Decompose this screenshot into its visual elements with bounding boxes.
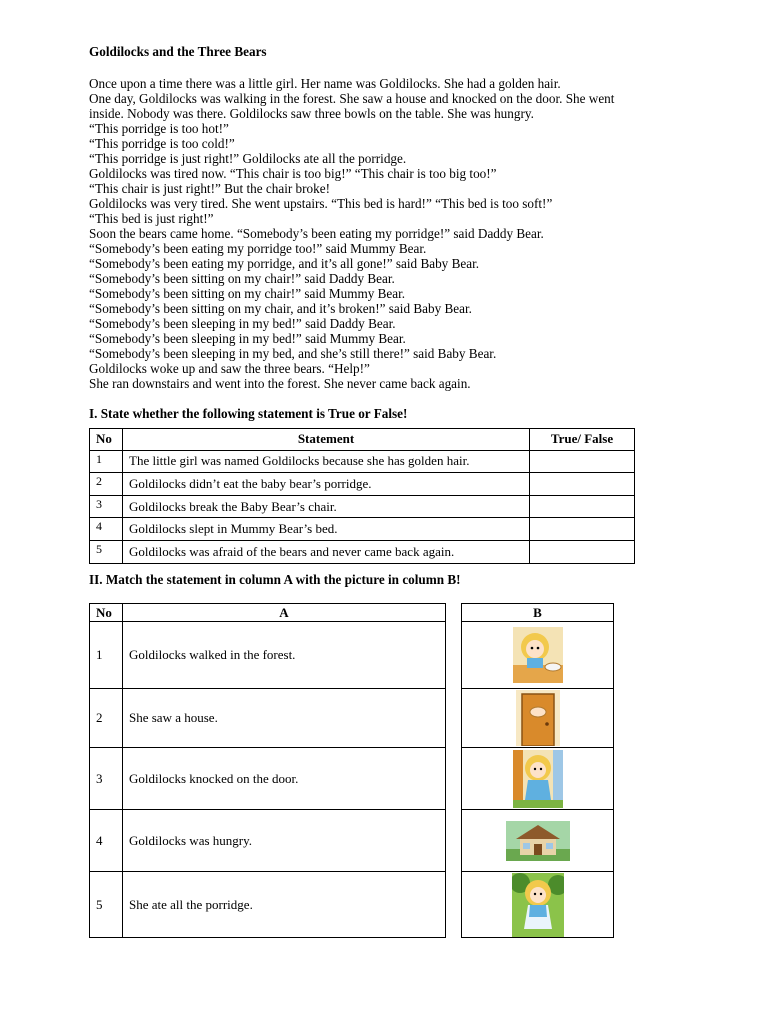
- story-line: She ran downstairs and went into the forest. She never came back again.: [89, 376, 471, 391]
- column-header-no: No: [90, 604, 123, 622]
- goldilocks-door-picture: [513, 750, 563, 808]
- story-line: “Somebody’s been sitting on my chair, and it’s broken!” said Baby Bear.: [89, 301, 472, 316]
- story-line: “Somebody’s been sitting on my chair!” said Mummy Bear.: [89, 286, 406, 301]
- story-line: “This chair is just right!” But the chair broke!: [89, 181, 330, 196]
- row-number: 3: [90, 748, 123, 810]
- table-row: [90, 748, 446, 810]
- table-row: [90, 540, 635, 563]
- statement-cell: Goldilocks walked in the forest.: [123, 622, 446, 689]
- story-line: “This bed is just right!”: [89, 211, 214, 226]
- story-line: “Somebody’s been sleeping in my bed, and she’s still there!” said Baby Bear.: [89, 346, 497, 361]
- worksheet-page: [89, 44, 709, 912]
- column-header-true-false: True/ False: [530, 429, 635, 451]
- section2-heading: II. Match the statement in column A with the picture in column B!: [89, 572, 461, 587]
- column-header-a: A: [123, 604, 446, 622]
- picture-row: [462, 872, 614, 938]
- row-number: 5: [90, 540, 123, 563]
- picture-row: [462, 689, 614, 748]
- story-line: inside. Nobody was there. Goldilocks saw three bowls on the table. She was hungry.: [89, 106, 534, 121]
- table-row: [90, 810, 446, 872]
- story-line: “This porridge is too hot!”: [89, 121, 229, 136]
- column-header-no: No: [90, 429, 123, 451]
- table-header-row: [462, 604, 614, 622]
- match-column-b-table: [461, 603, 614, 938]
- story-line: Goldilocks was tired now. “This chair is too big!” “This chair is too big too!”: [89, 166, 497, 181]
- statement-cell: Goldilocks was afraid of the bears and never came back again.: [123, 540, 530, 563]
- statement-cell: She ate all the porridge.: [123, 872, 446, 938]
- story-line: One day, Goldilocks was walking in the forest. She saw a house and knocked on the door. She went: [89, 91, 615, 106]
- statement-cell: Goldilocks was hungry.: [123, 810, 446, 872]
- answer-cell[interactable]: [530, 518, 635, 541]
- picture-cell: [462, 622, 614, 689]
- picture-row: [462, 622, 614, 689]
- table-row: [90, 872, 446, 938]
- picture-cell: [462, 748, 614, 810]
- row-number: 3: [90, 495, 123, 518]
- table-row: [90, 473, 635, 496]
- match-column-a-table: [89, 603, 446, 938]
- story-line: “Somebody’s been sitting on my chair!” said Daddy Bear.: [89, 271, 395, 286]
- story-line: “Somebody’s been eating my porridge too!” said Mummy Bear.: [89, 241, 427, 256]
- statement-cell: Goldilocks didn’t eat the baby bear’s porridge.: [123, 473, 530, 496]
- story-text: [89, 76, 709, 391]
- section1-heading: I. State whether the following statement is True or False!: [89, 406, 408, 421]
- row-number: 5: [90, 872, 123, 938]
- column-header-statement: Statement: [123, 429, 530, 451]
- row-number: 2: [90, 689, 123, 748]
- row-number: 1: [90, 622, 123, 689]
- story-line: “Somebody’s been sleeping in my bed!” said Mummy Bear.: [89, 331, 406, 346]
- table-row: [90, 518, 635, 541]
- picture-cell: [462, 872, 614, 938]
- row-number: 4: [90, 810, 123, 872]
- table-header-row: [90, 429, 635, 451]
- row-number: 2: [90, 473, 123, 496]
- story-line: “This porridge is too cold!”: [89, 136, 235, 151]
- answer-cell[interactable]: [530, 450, 635, 473]
- story-line: Once upon a time there was a little girl. Her name was Goldilocks. She had a golden hair.: [89, 76, 561, 91]
- table-header-row: [90, 604, 446, 622]
- goldilocks-eating-picture: [513, 627, 563, 683]
- story-line: “Somebody’s been eating my porridge, and it’s all gone!” said Baby Bear.: [89, 256, 480, 271]
- true-false-table: [89, 428, 635, 564]
- cottage-house-picture: [506, 821, 570, 861]
- goldilocks-forest-picture: [512, 873, 564, 937]
- table-row: [90, 495, 635, 518]
- statement-cell: The little girl was named Goldilocks because she has golden hair.: [123, 450, 530, 473]
- picture-row: [462, 810, 614, 872]
- answer-cell[interactable]: [530, 495, 635, 518]
- story-line: Goldilocks woke up and saw the three bears. “Help!”: [89, 361, 370, 376]
- statement-cell: She saw a house.: [123, 689, 446, 748]
- row-number: 1: [90, 450, 123, 473]
- story-line: Goldilocks was very tired. She went upstairs. “This bed is hard!” “This bed is too soft!”: [89, 196, 553, 211]
- story-line: Soon the bears came home. “Somebody’s been eating my porridge!” said Daddy Bear.: [89, 226, 544, 241]
- table-row: [90, 689, 446, 748]
- row-number: 4: [90, 518, 123, 541]
- door-knock-picture: [516, 690, 560, 746]
- picture-row: [462, 748, 614, 810]
- worksheet-title: Goldilocks and the Three Bears: [89, 44, 267, 59]
- story-line: “Somebody’s been sleeping in my bed!” said Daddy Bear.: [89, 316, 396, 331]
- picture-cell: [462, 810, 614, 872]
- answer-cell[interactable]: [530, 540, 635, 563]
- column-header-b: B: [462, 604, 614, 622]
- statement-cell: Goldilocks break the Baby Bear’s chair.: [123, 495, 530, 518]
- statement-cell: Goldilocks slept in Mummy Bear’s bed.: [123, 518, 530, 541]
- story-line: “This porridge is just right!” Goldilocks ate all the porridge.: [89, 151, 407, 166]
- table-row: [90, 622, 446, 689]
- picture-cell: [462, 689, 614, 748]
- answer-cell[interactable]: [530, 473, 635, 496]
- table-row: [90, 450, 635, 473]
- statement-cell: Goldilocks knocked on the door.: [123, 748, 446, 810]
